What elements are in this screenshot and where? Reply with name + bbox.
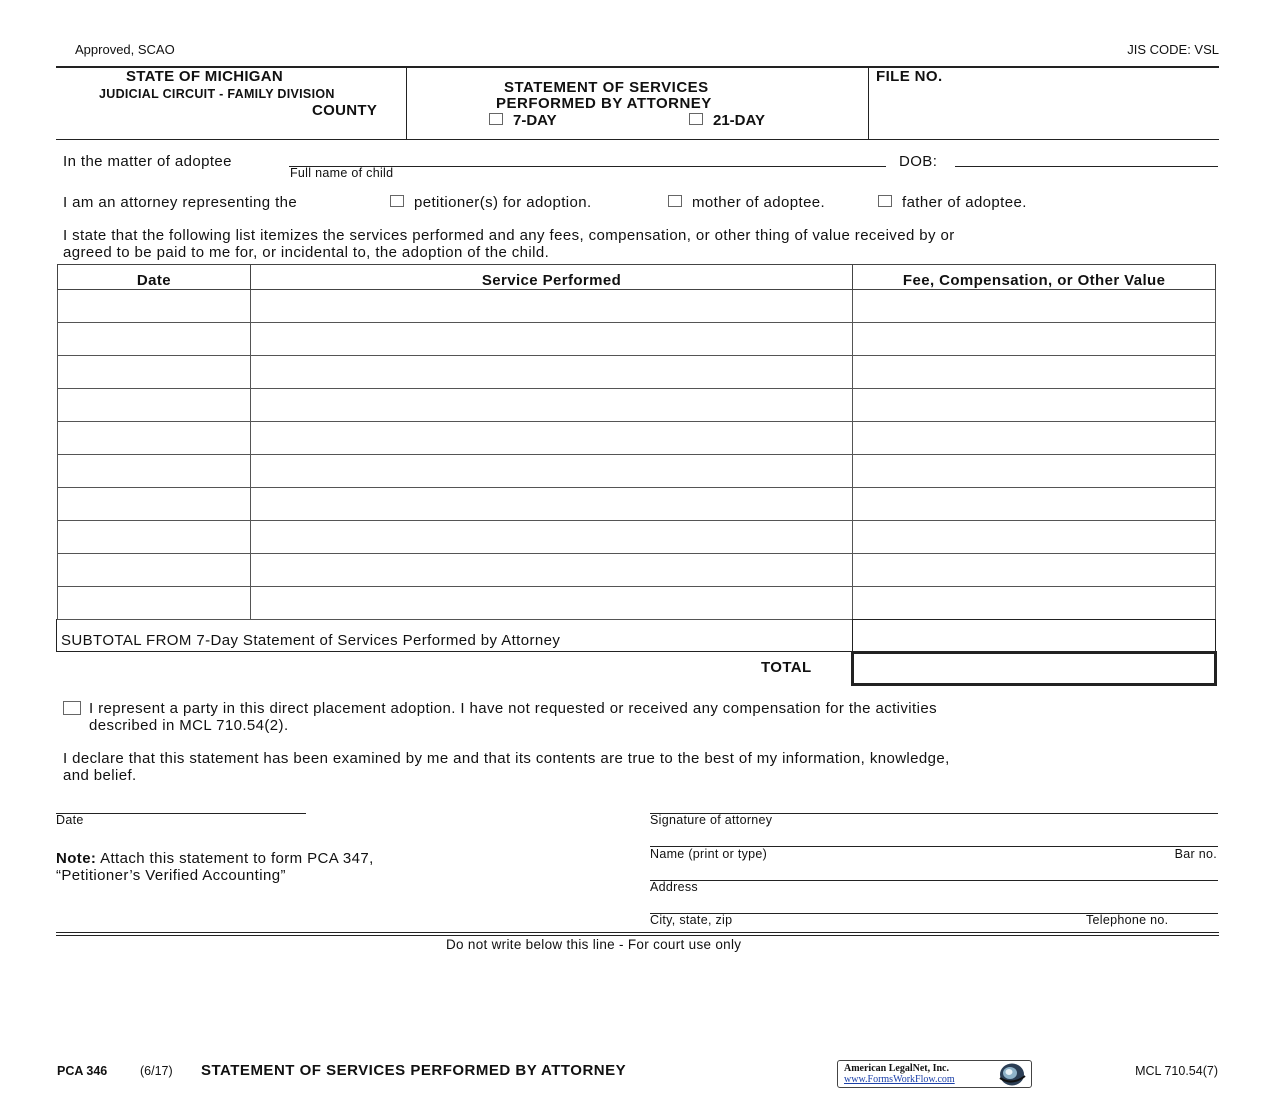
- fee-cell[interactable]: [853, 389, 1216, 422]
- date-cell[interactable]: [58, 521, 251, 554]
- date-sig-label: Date: [56, 813, 84, 827]
- table-row: [58, 422, 1216, 455]
- footer-rev: (6/17): [140, 1064, 173, 1078]
- globe-icon: [995, 1062, 1029, 1087]
- date-cell[interactable]: [58, 488, 251, 521]
- footer-mcl: MCL 710.54(7): [1135, 1064, 1218, 1078]
- subtotal-label: SUBTOTAL FROM 7-Day Statement of Services Performed by Attorney: [61, 632, 561, 649]
- adoptee-label: In the matter of adoptee: [63, 153, 232, 170]
- subtotal-left-border: [56, 619, 57, 651]
- service-cell[interactable]: [250, 323, 852, 356]
- table-row: [58, 554, 1216, 587]
- statement-line2: agreed to be paid to me for, or incidental to, the adoption of the child.: [63, 244, 550, 261]
- note-text1: Attach this statement to form PCA 347,: [96, 850, 374, 867]
- vendor-logo-box: [837, 1060, 1032, 1088]
- service-cell[interactable]: [250, 554, 852, 587]
- total-label: TOTAL: [761, 659, 812, 676]
- date-cell[interactable]: [58, 455, 251, 488]
- checkbox-21day[interactable]: [689, 113, 703, 125]
- date-cell[interactable]: [58, 323, 251, 356]
- service-cell[interactable]: [250, 422, 852, 455]
- option-7day-label: 7-DAY: [513, 112, 557, 129]
- note-label: Note:: [56, 850, 97, 867]
- court-use-text: Do not write below this line - For court use only: [446, 937, 742, 952]
- total-field[interactable]: [851, 651, 1217, 686]
- dob-field[interactable]: [955, 148, 1218, 166]
- option-21day-label: 21-DAY: [713, 112, 765, 129]
- date-cell[interactable]: [58, 554, 251, 587]
- services-table: [57, 264, 1216, 620]
- service-cell[interactable]: [250, 389, 852, 422]
- address-label: Address: [650, 880, 698, 894]
- col-fee-header: Fee, Compensation, or Other Value: [853, 265, 1216, 290]
- table-row: [58, 587, 1216, 620]
- signature-label: Signature of attorney: [650, 813, 773, 827]
- table-header-row: [58, 265, 1216, 290]
- name-field[interactable]: [650, 828, 1218, 846]
- service-cell[interactable]: [250, 488, 852, 521]
- table-row: [58, 323, 1216, 356]
- direct-line2: described in MCL 710.54(2).: [89, 717, 289, 734]
- state-title: STATE OF MICHIGAN: [126, 68, 284, 85]
- fee-cell[interactable]: [853, 290, 1216, 323]
- note-line1: [56, 850, 374, 867]
- date-cell[interactable]: [58, 290, 251, 323]
- form-title-line2: PERFORMED BY ATTORNEY: [496, 95, 712, 112]
- table-row: [58, 488, 1216, 521]
- date-cell[interactable]: [58, 587, 251, 620]
- direct-line1: I represent a party in this direct placement adoption. I have not requested or received any compensation for the activities: [89, 700, 937, 717]
- checkbox-mother[interactable]: [668, 195, 682, 207]
- note-text2: “Petitioner’s Verified Accounting”: [56, 867, 286, 884]
- table-row: [58, 389, 1216, 422]
- fee-cell[interactable]: [853, 587, 1216, 620]
- declare-line1: I declare that this statement has been examined by me and that its contents are true to the best of my information, knowledge,: [63, 750, 950, 767]
- table-row: [58, 521, 1216, 554]
- footer-title: STATEMENT OF SERVICES PERFORMED BY ATTORNEY: [201, 1062, 627, 1079]
- form-title-line1: STATEMENT OF SERVICES: [504, 79, 709, 96]
- fee-cell[interactable]: [853, 422, 1216, 455]
- subtotal-bottom-rule: [56, 651, 852, 652]
- service-cell[interactable]: [250, 356, 852, 389]
- city-label: City, state, zip: [650, 913, 733, 927]
- fee-cell[interactable]: [853, 554, 1216, 587]
- service-cell[interactable]: [250, 455, 852, 488]
- bar-label: Bar no.: [1174, 847, 1217, 861]
- vendor-url[interactable]: www.FormsWorkFlow.com: [844, 1074, 955, 1085]
- fee-cell[interactable]: [853, 488, 1216, 521]
- subtotal-field[interactable]: [852, 619, 1216, 652]
- caption-divider-2: [868, 67, 869, 139]
- fee-cell[interactable]: [853, 521, 1216, 554]
- checkbox-7day[interactable]: [489, 113, 503, 125]
- court-use-rule-1: [56, 932, 1219, 933]
- checkbox-father[interactable]: [878, 195, 892, 207]
- table-row: [58, 290, 1216, 323]
- county-label: COUNTY: [312, 102, 378, 119]
- fee-cell[interactable]: [853, 356, 1216, 389]
- checkbox-direct-placement[interactable]: [63, 701, 81, 715]
- file-no-field[interactable]: [876, 88, 1211, 132]
- fee-cell[interactable]: [853, 323, 1216, 356]
- vendor-name: American LegalNet, Inc.: [844, 1063, 949, 1074]
- service-cell[interactable]: [250, 521, 852, 554]
- checkbox-petitioner[interactable]: [390, 195, 404, 207]
- date-field[interactable]: [56, 795, 306, 813]
- mother-label: mother of adoptee.: [692, 194, 826, 211]
- city-field[interactable]: [650, 895, 1218, 913]
- address-field[interactable]: [650, 862, 1218, 880]
- caption-bottom-rule: [56, 139, 1219, 140]
- col-service-header: Service Performed: [250, 265, 852, 290]
- father-label: father of adoptee.: [902, 194, 1027, 211]
- adoptee-name-field[interactable]: [289, 148, 886, 166]
- footer-form-no: PCA 346: [57, 1064, 108, 1078]
- declare-line2: and belief.: [63, 767, 137, 784]
- approved-text: Approved, SCAO: [75, 42, 175, 57]
- court-use-rule-2: [56, 935, 1219, 936]
- signature-field[interactable]: [650, 795, 1218, 813]
- telephone-label: Telephone no.: [1086, 913, 1169, 927]
- jis-code: JIS CODE: VSL: [1127, 42, 1219, 57]
- service-cell[interactable]: [250, 290, 852, 323]
- name-label: Name (print or type): [650, 847, 768, 861]
- address-line: [650, 880, 1218, 881]
- dob-line: [955, 166, 1218, 167]
- file-no-label: FILE NO.: [876, 68, 943, 85]
- table-row: [58, 455, 1216, 488]
- statement-line1: I state that the following list itemizes the services performed and any fees, compensation, or other thing of value received by or: [63, 227, 955, 244]
- fee-cell[interactable]: [853, 455, 1216, 488]
- dob-label: DOB:: [899, 153, 938, 170]
- date-cell[interactable]: [58, 422, 251, 455]
- date-cell[interactable]: [58, 389, 251, 422]
- representing-label: I am an attorney representing the: [63, 194, 298, 211]
- table-row: [58, 356, 1216, 389]
- petitioner-label: petitioner(s) for adoption.: [414, 194, 592, 211]
- adoptee-sublabel: Full name of child: [290, 166, 394, 180]
- service-cell[interactable]: [250, 587, 852, 620]
- date-line: [56, 813, 306, 814]
- caption-divider-1: [406, 67, 407, 139]
- circuit-label: JUDICIAL CIRCUIT - FAMILY DIVISION: [99, 87, 335, 101]
- date-cell[interactable]: [58, 356, 251, 389]
- col-date-header: Date: [58, 265, 251, 290]
